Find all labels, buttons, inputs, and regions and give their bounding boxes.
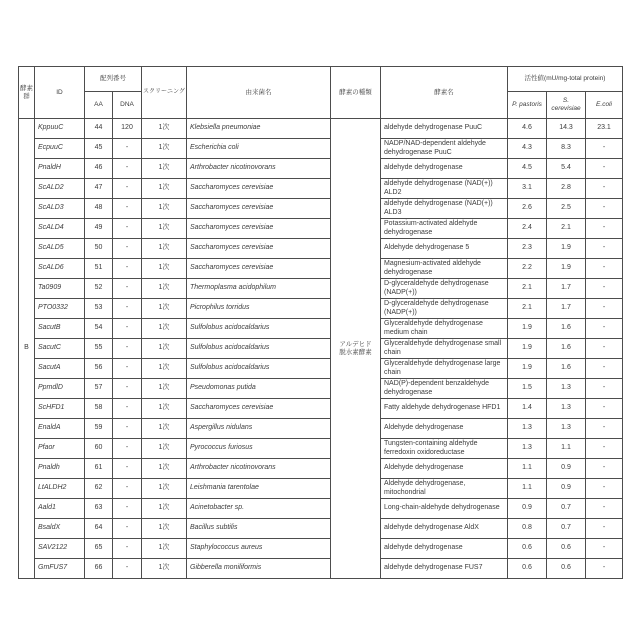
cell-activity-s-cerevisiae: 1.3 — [547, 379, 586, 399]
cell-organism: Leishmania tarentolae — [187, 479, 331, 499]
enzyme-activity-table — [18, 66, 623, 579]
header-host-p-pastoris: P. pastoris — [508, 92, 547, 119]
cell-aa: 45 — [85, 139, 113, 159]
cell-activity-s-cerevisiae: 0.9 — [547, 459, 586, 479]
table-row — [19, 239, 623, 259]
cell-activity-e-coli: - — [586, 379, 623, 399]
cell-activity-s-cerevisiae: 0.7 — [547, 499, 586, 519]
cell-enzyme-name: NADP/NAD-dependent aldehyde dehydrogenase PuuC — [381, 139, 508, 159]
table-row — [19, 479, 623, 499]
cell-activity-e-coli: - — [586, 399, 623, 419]
cell-activity-p-pastoris: 4.6 — [508, 119, 547, 139]
header-dna: DNA — [113, 92, 142, 119]
cell-screening: 1次 — [142, 279, 187, 299]
header-enzyme-type: 酵素の種類 — [331, 67, 381, 119]
cell-aa: 63 — [85, 499, 113, 519]
cell-organism: Bacillus subtilis — [187, 519, 331, 539]
cell-id: SAV2122 — [35, 539, 85, 559]
cell-activity-s-cerevisiae: 0.6 — [547, 539, 586, 559]
cell-enzyme-name: aldehyde dehydrogenase PuuC — [381, 119, 508, 139]
cell-organism: Picrophilus torridus — [187, 299, 331, 319]
table-row — [19, 259, 623, 279]
cell-activity-p-pastoris: 1.9 — [508, 319, 547, 339]
cell-enzyme-name: Glyceraldehyde dehydrogenase medium chain — [381, 319, 508, 339]
table-row — [19, 439, 623, 459]
cell-activity-p-pastoris: 2.1 — [508, 299, 547, 319]
cell-enzyme-name: aldehyde dehydrogenase — [381, 159, 508, 179]
cell-organism: Saccharomyces cerevisiae — [187, 219, 331, 239]
cell-activity-p-pastoris: 4.5 — [508, 159, 547, 179]
cell-organism: Staphylococcus aureus — [187, 539, 331, 559]
cell-aa: 47 — [85, 179, 113, 199]
cell-activity-s-cerevisiae: 14.3 — [547, 119, 586, 139]
cell-id: SacutA — [35, 359, 85, 379]
cell-enzyme-name: Aldehyde dehydrogenase 5 — [381, 239, 508, 259]
cell-id: SacutC — [35, 339, 85, 359]
cell-aa: 66 — [85, 559, 113, 579]
cell-dna: - — [113, 179, 142, 199]
cell-activity-s-cerevisiae: 2.1 — [547, 219, 586, 239]
cell-id: ScHFD1 — [35, 399, 85, 419]
cell-activity-e-coli: 23.1 — [586, 119, 623, 139]
cell-activity-s-cerevisiae: 5.4 — [547, 159, 586, 179]
table-row — [19, 459, 623, 479]
cell-id: LtALDH2 — [35, 479, 85, 499]
cell-aa: 46 — [85, 159, 113, 179]
cell-activity-s-cerevisiae: 2.8 — [547, 179, 586, 199]
cell-id: Pfaor — [35, 439, 85, 459]
cell-activity-p-pastoris: 2.4 — [508, 219, 547, 239]
table-row — [19, 399, 623, 419]
cell-dna: - — [113, 559, 142, 579]
header-sequence-number: 配列番号 — [85, 67, 142, 92]
cell-organism: Saccharomyces cerevisiae — [187, 399, 331, 419]
cell-id: EcpuuC — [35, 139, 85, 159]
cell-enzyme-name: Magnesium-activated aldehyde dehydrogenase — [381, 259, 508, 279]
cell-activity-p-pastoris: 0.6 — [508, 539, 547, 559]
cell-dna: - — [113, 199, 142, 219]
cell-activity-p-pastoris: 1.9 — [508, 359, 547, 379]
cell-id: Aald1 — [35, 499, 85, 519]
cell-id: GmFUS7 — [35, 559, 85, 579]
cell-activity-e-coli: - — [586, 559, 623, 579]
cell-id: ScALD3 — [35, 199, 85, 219]
table-row — [19, 559, 623, 579]
cell-dna: - — [113, 279, 142, 299]
cell-screening: 1次 — [142, 359, 187, 379]
cell-screening: 1次 — [142, 459, 187, 479]
cell-organism: Klebsiella pneumoniae — [187, 119, 331, 139]
cell-enzyme-name: aldehyde dehydrogenase — [381, 539, 508, 559]
cell-aa: 54 — [85, 319, 113, 339]
cell-activity-e-coli: - — [586, 259, 623, 279]
cell-organism: Sulfolobus acidocaldarius — [187, 339, 331, 359]
cell-id: BsaldX — [35, 519, 85, 539]
cell-dna: - — [113, 259, 142, 279]
cell-enzyme-name: aldehyde dehydrogenase (NAD(+)) ALD3 — [381, 199, 508, 219]
cell-activity-s-cerevisiae: 1.9 — [547, 239, 586, 259]
cell-screening: 1次 — [142, 299, 187, 319]
cell-id: PnaldH — [35, 159, 85, 179]
cell-screening: 1次 — [142, 439, 187, 459]
cell-activity-s-cerevisiae: 1.6 — [547, 339, 586, 359]
cell-enzyme-name: Potassium-activated aldehyde dehydrogenase — [381, 219, 508, 239]
cell-enzyme-name: Glyceraldehyde dehydrogenase large chain — [381, 359, 508, 379]
cell-enzyme-name: Fatty aldehyde dehydrogenase HFD1 — [381, 399, 508, 419]
cell-activity-e-coli: - — [586, 459, 623, 479]
cell-dna: - — [113, 159, 142, 179]
cell-activity-p-pastoris: 4.3 — [508, 139, 547, 159]
header-host-s-cerevisiae: S. cerevisiae — [547, 92, 586, 119]
cell-activity-e-coli: - — [586, 159, 623, 179]
cell-aa: 61 — [85, 459, 113, 479]
cell-screening: 1次 — [142, 519, 187, 539]
cell-activity-e-coli: - — [586, 139, 623, 159]
enzyme-activity-table-wrap — [18, 66, 622, 579]
header-id: ID — [35, 67, 85, 119]
cell-activity-e-coli: - — [586, 219, 623, 239]
cell-activity-p-pastoris: 2.6 — [508, 199, 547, 219]
cell-activity-s-cerevisiae: 0.6 — [547, 559, 586, 579]
cell-id: ScALD5 — [35, 239, 85, 259]
cell-activity-e-coli: - — [586, 339, 623, 359]
cell-activity-p-pastoris: 2.3 — [508, 239, 547, 259]
cell-dna: - — [113, 299, 142, 319]
cell-screening: 1次 — [142, 239, 187, 259]
cell-screening: 1次 — [142, 259, 187, 279]
cell-screening: 1次 — [142, 199, 187, 219]
cell-screening: 1次 — [142, 479, 187, 499]
cell-dna: - — [113, 419, 142, 439]
cell-id: Pnaldh — [35, 459, 85, 479]
cell-enzyme-name: aldehyde dehydrogenase (NAD(+)) ALD2 — [381, 179, 508, 199]
cell-id: KppuuC — [35, 119, 85, 139]
table-row — [19, 219, 623, 239]
table-row — [19, 179, 623, 199]
cell-dna: - — [113, 519, 142, 539]
header-enzyme-group: 酵素群 — [19, 67, 35, 119]
cell-dna: - — [113, 239, 142, 259]
cell-id: Ta0909 — [35, 279, 85, 299]
cell-aa: 52 — [85, 279, 113, 299]
cell-activity-p-pastoris: 1.1 — [508, 459, 547, 479]
table-body — [19, 119, 623, 579]
cell-id: EnaldA — [35, 419, 85, 439]
cell-organism: Saccharomyces cerevisiae — [187, 259, 331, 279]
cell-dna: - — [113, 319, 142, 339]
cell-activity-e-coli: - — [586, 499, 623, 519]
cell-activity-p-pastoris: 1.9 — [508, 339, 547, 359]
cell-dna: - — [113, 439, 142, 459]
cell-activity-s-cerevisiae: 1.9 — [547, 259, 586, 279]
cell-enzyme-name: D-glyceraldehyde dehydrogenase (NADP(+)) — [381, 279, 508, 299]
cell-screening: 1次 — [142, 399, 187, 419]
cell-organism: Saccharomyces cerevisiae — [187, 199, 331, 219]
cell-activity-e-coli: - — [586, 519, 623, 539]
cell-aa: 57 — [85, 379, 113, 399]
table-row — [19, 119, 623, 139]
cell-activity-e-coli: - — [586, 319, 623, 339]
cell-aa: 53 — [85, 299, 113, 319]
cell-screening: 1次 — [142, 139, 187, 159]
cell-screening: 1次 — [142, 419, 187, 439]
cell-activity-p-pastoris: 1.3 — [508, 419, 547, 439]
cell-organism: Thermoplasma acidophilum — [187, 279, 331, 299]
cell-organism: Pseudomonas putida — [187, 379, 331, 399]
table-row — [19, 419, 623, 439]
cell-activity-s-cerevisiae: 1.6 — [547, 359, 586, 379]
cell-enzyme-name: Aldehyde dehydrogenase, mitochondrial — [381, 479, 508, 499]
table-row — [19, 519, 623, 539]
cell-dna: - — [113, 359, 142, 379]
cell-activity-s-cerevisiae: 1.6 — [547, 319, 586, 339]
cell-dna: - — [113, 479, 142, 499]
enzyme-group-cell: B — [19, 119, 35, 579]
table-row — [19, 279, 623, 299]
cell-activity-s-cerevisiae: 0.7 — [547, 519, 586, 539]
table-row — [19, 339, 623, 359]
cell-enzyme-name: Long-chain-aldehyde dehydrogenase — [381, 499, 508, 519]
table-row — [19, 359, 623, 379]
cell-activity-s-cerevisiae: 8.3 — [547, 139, 586, 159]
cell-aa: 58 — [85, 399, 113, 419]
cell-enzyme-name: NAD(P)-dependent benzaldehyde dehydrogenase — [381, 379, 508, 399]
header-aa: AA — [85, 92, 113, 119]
cell-dna: - — [113, 459, 142, 479]
header-enzyme-name: 酵素名 — [381, 67, 508, 119]
cell-activity-s-cerevisiae: 1.7 — [547, 279, 586, 299]
cell-screening: 1次 — [142, 319, 187, 339]
cell-activity-p-pastoris: 0.9 — [508, 499, 547, 519]
cell-aa: 55 — [85, 339, 113, 359]
cell-screening: 1次 — [142, 499, 187, 519]
cell-organism: Acinetobacter sp. — [187, 499, 331, 519]
table-row — [19, 199, 623, 219]
cell-activity-e-coli: - — [586, 439, 623, 459]
cell-activity-s-cerevisiae: 1.3 — [547, 399, 586, 419]
cell-dna: 120 — [113, 119, 142, 139]
cell-screening: 1次 — [142, 559, 187, 579]
table-row — [19, 539, 623, 559]
cell-aa: 44 — [85, 119, 113, 139]
cell-activity-p-pastoris: 1.1 — [508, 479, 547, 499]
cell-organism: Pyrococcus furiosus — [187, 439, 331, 459]
cell-activity-e-coli: - — [586, 179, 623, 199]
cell-dna: - — [113, 399, 142, 419]
cell-dna: - — [113, 219, 142, 239]
cell-enzyme-name: D-glyceraldehyde dehydrogenase (NADP(+)) — [381, 299, 508, 319]
cell-activity-p-pastoris: 0.6 — [508, 559, 547, 579]
cell-activity-p-pastoris: 1.4 — [508, 399, 547, 419]
cell-id: ScALD2 — [35, 179, 85, 199]
table-row — [19, 319, 623, 339]
cell-activity-e-coli: - — [586, 419, 623, 439]
cell-screening: 1次 — [142, 159, 187, 179]
cell-aa: 48 — [85, 199, 113, 219]
cell-enzyme-name: aldehyde dehydrogenase FUS7 — [381, 559, 508, 579]
cell-activity-e-coli: - — [586, 539, 623, 559]
cell-activity-e-coli: - — [586, 359, 623, 379]
cell-organism: Sulfolobus acidocaldarius — [187, 319, 331, 339]
cell-screening: 1次 — [142, 379, 187, 399]
cell-organism: Saccharomyces cerevisiae — [187, 179, 331, 199]
cell-aa: 64 — [85, 519, 113, 539]
cell-aa: 62 — [85, 479, 113, 499]
cell-id: ScALD4 — [35, 219, 85, 239]
table-row — [19, 139, 623, 159]
header-screening: スクリーニング — [142, 67, 187, 119]
header-organism: 由来菌名 — [187, 67, 331, 119]
table-header — [19, 67, 623, 119]
cell-activity-s-cerevisiae: 1.3 — [547, 419, 586, 439]
cell-activity-e-coli: - — [586, 239, 623, 259]
enzyme-type-cell: アルデヒド 脱水素酵素 — [331, 119, 381, 579]
cell-activity-e-coli: - — [586, 479, 623, 499]
header-activity: 活性値(mU/mg-total protein) — [508, 67, 623, 92]
cell-enzyme-name: Tungsten-containing aldehyde ferredoxin oxidoreductase — [381, 439, 508, 459]
cell-enzyme-name: Glyceraldehyde dehydrogenase small chain — [381, 339, 508, 359]
cell-activity-s-cerevisiae: 1.1 — [547, 439, 586, 459]
header-host-e-coli: E.coli — [586, 92, 623, 119]
cell-enzyme-name: Aldehyde dehydrogenase — [381, 419, 508, 439]
cell-aa: 56 — [85, 359, 113, 379]
cell-screening: 1次 — [142, 119, 187, 139]
cell-enzyme-name: aldehyde dehydrogenase AldX — [381, 519, 508, 539]
cell-organism: Sulfolobus acidocaldarius — [187, 359, 331, 379]
table-row — [19, 379, 623, 399]
table-row — [19, 499, 623, 519]
cell-screening: 1次 — [142, 219, 187, 239]
cell-dna: - — [113, 539, 142, 559]
cell-screening: 1次 — [142, 339, 187, 359]
cell-activity-p-pastoris: 2.2 — [508, 259, 547, 279]
cell-aa: 49 — [85, 219, 113, 239]
cell-activity-s-cerevisiae: 1.7 — [547, 299, 586, 319]
cell-activity-s-cerevisiae: 2.5 — [547, 199, 586, 219]
cell-activity-e-coli: - — [586, 279, 623, 299]
cell-aa: 51 — [85, 259, 113, 279]
cell-activity-p-pastoris: 1.3 — [508, 439, 547, 459]
cell-id: SacutB — [35, 319, 85, 339]
cell-activity-e-coli: - — [586, 299, 623, 319]
cell-screening: 1次 — [142, 179, 187, 199]
cell-organism: Aspergillus nidulans — [187, 419, 331, 439]
cell-aa: 60 — [85, 439, 113, 459]
cell-id: PTO0332 — [35, 299, 85, 319]
cell-activity-p-pastoris: 1.5 — [508, 379, 547, 399]
table-row — [19, 299, 623, 319]
cell-organism: Arthrobacter nicotinovorans — [187, 459, 331, 479]
cell-aa: 50 — [85, 239, 113, 259]
cell-enzyme-name: Aldehyde dehydrogenase — [381, 459, 508, 479]
cell-screening: 1次 — [142, 539, 187, 559]
cell-id: PpmdlD — [35, 379, 85, 399]
cell-dna: - — [113, 379, 142, 399]
cell-activity-p-pastoris: 3.1 — [508, 179, 547, 199]
cell-id: ScALD6 — [35, 259, 85, 279]
cell-dna: - — [113, 139, 142, 159]
cell-aa: 65 — [85, 539, 113, 559]
cell-organism: Gibberella moniliformis — [187, 559, 331, 579]
cell-aa: 59 — [85, 419, 113, 439]
cell-activity-p-pastoris: 0.8 — [508, 519, 547, 539]
cell-activity-s-cerevisiae: 0.9 — [547, 479, 586, 499]
cell-organism: Escherichia coli — [187, 139, 331, 159]
cell-organism: Saccharomyces cerevisiae — [187, 239, 331, 259]
cell-dna: - — [113, 339, 142, 359]
cell-activity-e-coli: - — [586, 199, 623, 219]
cell-activity-p-pastoris: 2.1 — [508, 279, 547, 299]
table-row — [19, 159, 623, 179]
cell-organism: Arthrobacter nicotinovorans — [187, 159, 331, 179]
cell-dna: - — [113, 499, 142, 519]
